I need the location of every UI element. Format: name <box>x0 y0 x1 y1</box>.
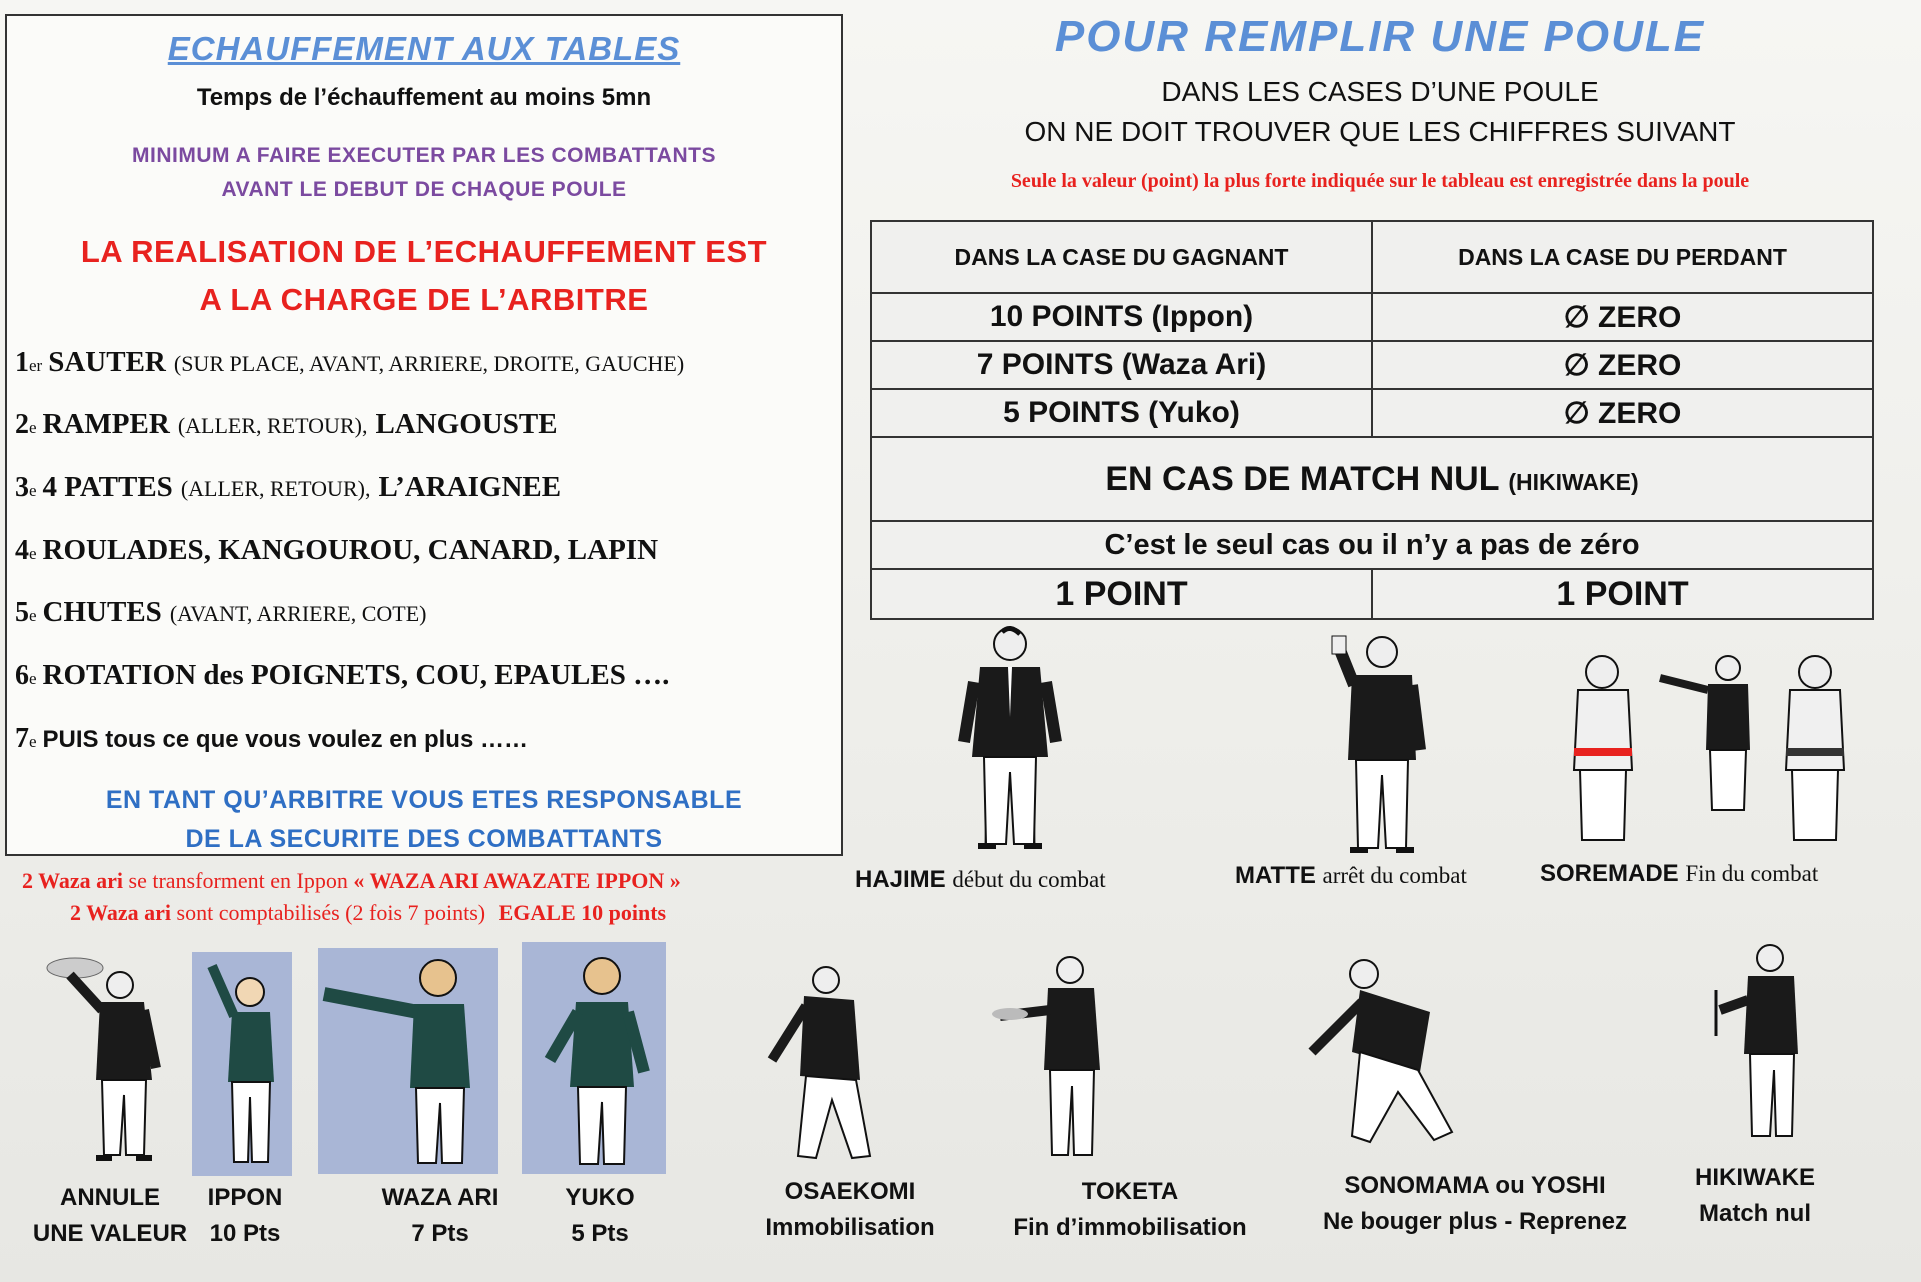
gesture-name: WAZA ARI <box>381 1184 499 1211</box>
draw-points-row <box>871 569 1873 619</box>
warmup-item-main: 4 PATTES <box>42 471 173 503</box>
gesture-desc: 7 Pts <box>411 1220 469 1247</box>
gesture-desc: Fin d’immobilisation <box>1013 1214 1247 1241</box>
yuko-card <box>522 942 666 1174</box>
warmup-item-number: 7 <box>15 723 29 754</box>
draw-title: EN CAS DE MATCH NUL <box>1105 459 1499 498</box>
gesture-name: IPPON <box>207 1184 283 1211</box>
draw-loser: 1 POINT <box>1372 569 1873 619</box>
warmup-item-detail: (SUR PLACE, AVANT, ARRIERE, DROITE, GAUCHE) <box>173 351 685 376</box>
hajime-desc: début du combat <box>952 867 1106 892</box>
table-row <box>871 389 1873 437</box>
referee-charge-line-2: A LA CHARGE DE L’ARBITRE <box>199 282 649 317</box>
warmup-title: ECHAUFFEMENT AUX TABLES <box>167 30 681 67</box>
hajime-caption <box>855 866 1106 894</box>
table-header-row <box>871 221 1873 293</box>
waza-note-1-b: se transforment en Ippon <box>128 868 348 893</box>
annule-referee-icon <box>40 950 170 1170</box>
warmup-item-suffix: e <box>29 481 37 500</box>
matte-caption <box>1235 862 1467 890</box>
soremade-desc: Fin du combat <box>1685 861 1819 886</box>
warmup-item-number: 4 <box>15 535 29 566</box>
gesture-name: TOKETA <box>1081 1178 1179 1205</box>
soremade-label: SOREMADE <box>1540 860 1679 887</box>
warmup-item-suffix: er <box>29 356 43 375</box>
matte-referee-icon <box>1320 630 1440 860</box>
draw-winner: 1 POINT <box>871 569 1372 619</box>
row-loser: ∅ ZERO <box>1372 389 1873 437</box>
warmup-item <box>15 471 561 504</box>
gesture-desc: 10 Pts <box>209 1220 281 1247</box>
header-winner: DANS LA CASE DU GAGNANT <box>871 221 1372 293</box>
row-loser: ∅ ZERO <box>1372 341 1873 389</box>
gesture-caption <box>190 1180 300 1252</box>
gesture-name: OSAEKOMI <box>784 1178 916 1205</box>
row-winner: 5 POINTS (Yuko) <box>871 389 1372 437</box>
gesture-name: ANNULE <box>60 1184 160 1211</box>
responsibility-line-1: EN TANT QU’ARBITRE VOUS ETES RESPONSABLE <box>105 786 743 814</box>
gesture-caption <box>1285 1168 1665 1240</box>
sonomama-referee-icon <box>1300 952 1470 1162</box>
warmup-item-main: RAMPER <box>42 408 170 440</box>
gesture-desc: Ne bouger plus - Reprenez <box>1322 1208 1628 1235</box>
soremade-caption <box>1540 860 1818 888</box>
draw-note: C’est le seul cas ou il n’y a pas de zéro <box>871 521 1873 569</box>
gesture-desc: 5 Pts <box>571 1220 629 1247</box>
warmup-item-main: ROULADES, KANGOUROU, CANARD, LAPIN <box>42 534 659 566</box>
row-winner: 10 POINTS (Ippon) <box>871 293 1372 341</box>
warmup-subtitle: Temps de l’échauffement au moins 5mn <box>196 84 652 111</box>
warmup-item-suffix: e <box>29 606 37 625</box>
row-loser: ∅ ZERO <box>1372 293 1873 341</box>
waza-note-2-b: sont comptabilisés (2 fois 7 points) <box>176 900 486 925</box>
waza-note-1 <box>22 868 681 894</box>
warmup-item-suffix: e <box>29 544 37 563</box>
warmup-item-detail: (ALLER, RETOUR), <box>177 413 368 438</box>
draw-cell <box>871 437 1873 521</box>
warmup-item-suffix: e <box>29 669 37 688</box>
waza-ari-referee-icon <box>318 948 498 1174</box>
warmup-item <box>15 722 528 755</box>
osaekomi-referee-icon <box>760 960 900 1170</box>
warmup-item-number: 5 <box>15 597 29 628</box>
gesture-desc: UNE VALEUR <box>32 1220 188 1247</box>
draw-row <box>871 437 1873 521</box>
gesture-desc: Immobilisation <box>765 1214 935 1241</box>
warmup-item-number: 1 <box>15 347 29 378</box>
warmup-item-main: SAUTER <box>48 346 166 378</box>
waza-note-1-a: 2 Waza ari <box>22 868 124 893</box>
waza-note-2-c: EGALE 10 points <box>498 900 667 925</box>
gesture-name: HIKIWAKE <box>1695 1164 1815 1191</box>
gesture-name: SONOMAMA ou YOSHI <box>1344 1172 1606 1199</box>
waza-note-2 <box>70 900 666 926</box>
warmup-item-tail: L’ARAIGNEE <box>378 471 562 503</box>
responsibility-line-2: DE LA SECURITE DES COMBATTANTS <box>185 825 663 853</box>
gesture-desc: Match nul <box>1699 1200 1811 1227</box>
warmup-item-number: 2 <box>15 409 29 440</box>
warmup-item-main: PUIS tous ce que vous voulez en plus …… <box>42 726 528 753</box>
ippon-card <box>192 952 292 1176</box>
warmup-item-detail: (AVANT, ARRIERE, COTE) <box>169 601 427 626</box>
hikiwake-referee-icon <box>1700 940 1820 1150</box>
waza-ari-card <box>318 948 498 1174</box>
warmup-item-main: CHUTES <box>42 596 162 628</box>
minimum-line-1: MINIMUM A FAIRE EXECUTER PAR LES COMBATTANTS <box>132 144 716 167</box>
poule-title: POUR REMPLIR UNE POULE <box>1054 12 1706 61</box>
draw-sub: (HIKIWAKE) <box>1508 468 1639 495</box>
warmup-panel <box>5 14 843 856</box>
gesture-caption <box>735 1174 965 1246</box>
gesture-caption <box>1680 1160 1830 1232</box>
row-winner: 7 POINTS (Waza Ari) <box>871 341 1372 389</box>
matte-label: MATTE <box>1235 862 1316 889</box>
toketa-referee-icon <box>990 950 1120 1170</box>
warmup-item-tail: LANGOUSTE <box>375 408 558 440</box>
warmup-item-suffix: e <box>29 418 37 437</box>
warmup-item <box>15 596 427 629</box>
warmup-item-number: 3 <box>15 472 29 503</box>
hajime-label: HAJIME <box>855 866 946 893</box>
table-row <box>871 293 1873 341</box>
warmup-item <box>15 659 669 692</box>
poule-note: Seule la valeur (point) la plus forte indiquée sur le tableau est enregistrée dans la poule <box>1010 170 1750 192</box>
warmup-item-suffix: e <box>29 732 37 751</box>
matte-desc: arrêt du combat <box>1322 863 1467 888</box>
warmup-item-number: 6 <box>15 660 29 691</box>
gesture-caption <box>980 1174 1280 1246</box>
warmup-item <box>15 346 684 379</box>
warmup-item-detail: (ALLER, RETOUR), <box>180 476 371 501</box>
warmup-item-main: ROTATION des POIGNETS, COU, EPAULES …. <box>42 659 670 691</box>
warmup-item <box>15 534 658 567</box>
draw-note-row <box>871 521 1873 569</box>
soremade-referee-icon <box>1560 650 1860 850</box>
poule-line-2: ON NE DOIT TROUVER QUE LES CHIFFRES SUIVANT <box>1024 116 1736 147</box>
minimum-line-2: AVANT LE DEBUT DE CHAQUE POULE <box>221 178 627 201</box>
yuko-referee-icon <box>522 942 666 1174</box>
waza-note-2-a: 2 Waza ari <box>70 900 172 925</box>
table-row <box>871 341 1873 389</box>
warmup-item <box>15 408 558 441</box>
hajime-referee-icon <box>950 622 1070 862</box>
ippon-referee-icon <box>192 952 292 1176</box>
gesture-caption <box>540 1180 660 1252</box>
header-loser: DANS LA CASE DU PERDANT <box>1372 221 1873 293</box>
gesture-name: YUKO <box>565 1184 635 1211</box>
score-table <box>870 220 1874 620</box>
poule-line-1: DANS LES CASES D’UNE POULE <box>1161 76 1599 107</box>
gesture-caption <box>350 1180 530 1252</box>
gesture-caption <box>10 1180 210 1252</box>
referee-charge-line-1: LA REALISATION DE L’ECHAUFFEMENT EST <box>80 234 768 269</box>
waza-note-1-c: « WAZA ARI AWAZATE IPPON » <box>353 868 681 893</box>
